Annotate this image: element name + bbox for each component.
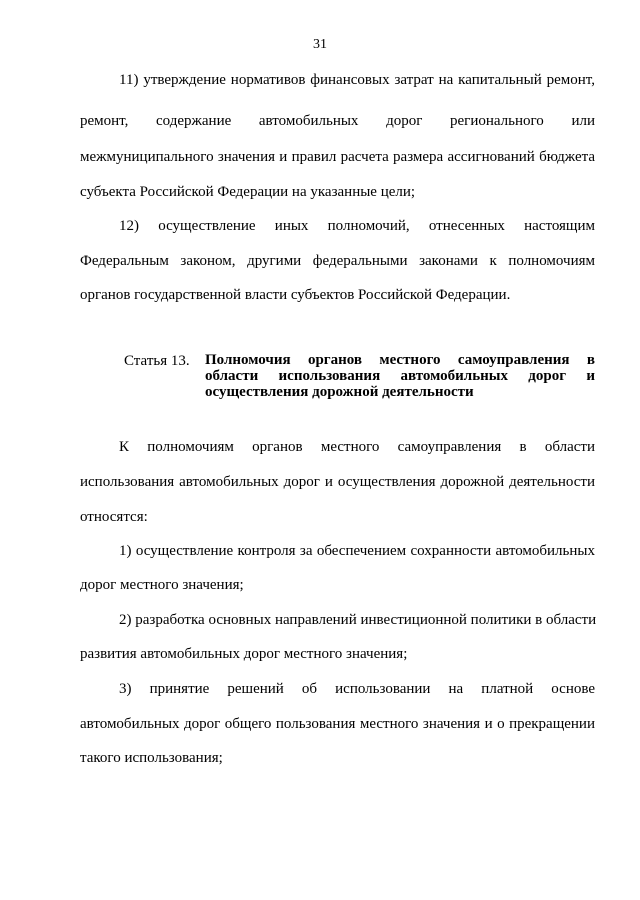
text-line: 12) осуществление иных полномочий, отнесенных настоящим <box>119 218 595 234</box>
text-line: использования автомобильных дорог и осуществления дорожной деятельности <box>80 474 595 490</box>
text-line: 3) принятие решений об использовании на платной основе <box>119 681 595 697</box>
page-number: 31 <box>313 37 327 52</box>
article-title <box>205 352 595 400</box>
text-line: Федеральным законом, другими федеральными законами к полномочиям <box>80 253 595 269</box>
text-line: 11) утверждение нормативов финансовых затрат на капитальный ремонт, <box>119 72 595 88</box>
text-line: органов государственной власти субъектов Российской Федерации. <box>80 287 511 303</box>
text-line: субъекта Российской Федерации на указанные цели; <box>80 184 416 200</box>
text-line: 1) осуществление контроля за обеспечением сохранности автомобильных <box>119 543 595 559</box>
article-title-line: Полномочия органов местного самоуправления в <box>205 352 595 368</box>
text-line: межмуниципального значения и правил расчета размера ассигнований бюджета <box>80 149 595 165</box>
article-title-line: осуществления дорожной деятельности <box>205 384 474 400</box>
article-title-line: области использования автомобильных дорог и <box>205 368 595 384</box>
text-line: ремонт, содержание автомобильных дорог регионального или <box>80 113 595 129</box>
text-line: дорог местного значения; <box>80 577 244 593</box>
article-label: Статья 13. <box>124 353 190 369</box>
text-line: 2) разработка основных направлений инвестиционной политики в области <box>119 612 597 628</box>
text-line: автомобильных дорог общего пользования местного значения и о прекращении <box>80 716 595 732</box>
text-line: К полномочиям органов местного самоуправления в области <box>119 439 595 455</box>
text-line: развития автомобильных дорог местного значения; <box>80 646 408 662</box>
text-line: такого использования; <box>80 750 223 766</box>
text-line: относятся: <box>80 509 148 525</box>
